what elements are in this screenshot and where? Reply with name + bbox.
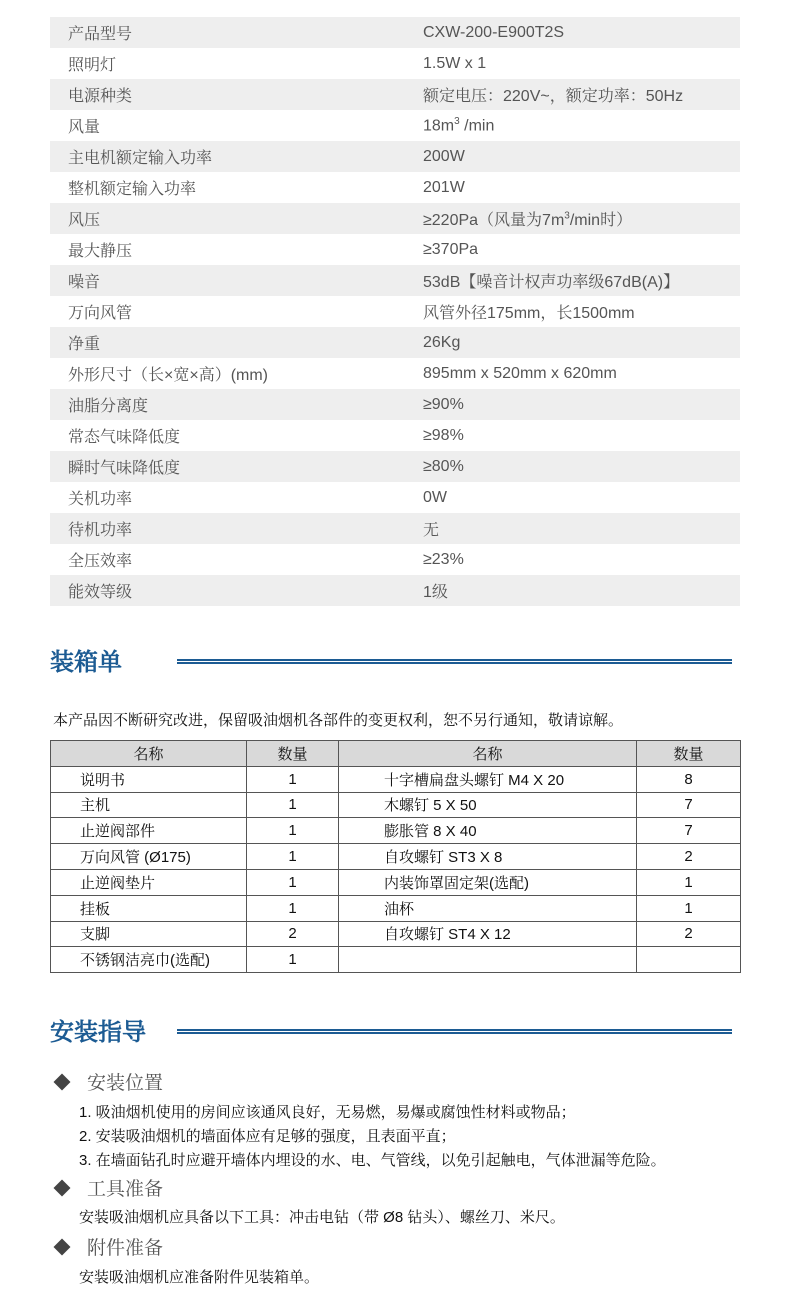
item-name: 止逆阀部件 (51, 818, 247, 844)
install-position-heading (53, 1068, 163, 1095)
spec-value: ≥90% (423, 395, 464, 413)
spec-value: $18m^3$ /min (423, 115, 495, 135)
item-qty: 2 (637, 921, 741, 947)
item-name: 木螺钉 5 X 50 (339, 792, 637, 818)
spec-value: 895mm x 520mm x 620mm (423, 364, 617, 382)
spec-row (50, 296, 740, 327)
install-tools-heading (53, 1174, 163, 1201)
item-qty: 1 (637, 869, 741, 895)
item-name: 内装饰罩固定架(选配) (339, 869, 637, 895)
spec-value: ≥370Pa (423, 240, 479, 258)
diamond-bullet-icon (54, 1073, 71, 1090)
spec-key: 照明灯 (68, 57, 117, 74)
item-name: 自攻螺钉 ST4 X 12 (339, 921, 637, 947)
list-item: 1. 吸油烟机使用的房间应该通风良好，无易燃，易爆或腐蚀性材料或物品； (79, 1104, 576, 1121)
spec-row (50, 48, 740, 79)
install-parts-title: 附件准备 (87, 1238, 164, 1259)
item-qty: 7 (637, 818, 741, 844)
spec-row (50, 79, 740, 110)
item-name: 主机 (51, 792, 247, 818)
spec-value: 201W (423, 178, 465, 196)
spec-row (50, 265, 740, 296)
item-qty (637, 947, 741, 973)
table-row (51, 947, 741, 973)
diamond-bullet-icon (54, 1238, 71, 1255)
spec-value: 26Kg (423, 333, 461, 351)
spec-row (50, 389, 740, 420)
spec-value: 1级 (423, 584, 448, 601)
spec-key: 万向风管 (68, 305, 133, 322)
spec-key: 全压效率 (68, 553, 133, 570)
spec-key: 能效等级 (68, 584, 133, 601)
item-name: 万向风管 (Ø175) (51, 844, 247, 870)
spec-row (50, 172, 740, 203)
spec-row (50, 544, 740, 575)
spec-key: 油脂分离度 (68, 398, 149, 415)
item-qty: 2 (637, 844, 741, 870)
install-parts-heading (53, 1233, 163, 1260)
spec-value: CXW-200-E900T2S (423, 23, 565, 41)
item-name: 油杯 (339, 895, 637, 921)
spec-key: 关机功率 (68, 491, 133, 508)
item-qty: 1 (247, 844, 339, 870)
spec-value: 无 (423, 522, 440, 539)
item-name: 止逆阀垫片 (51, 869, 247, 895)
spec-value: ≥220Pa（风量为$7m^3/\min$时） (423, 210, 633, 229)
spec-row (50, 141, 740, 172)
spec-row (50, 513, 740, 544)
spec-row (50, 358, 740, 389)
install-tools-title: 工具准备 (87, 1179, 164, 1200)
install-position-title: 安装位置 (87, 1073, 164, 1094)
header-name: 名称 (339, 741, 637, 767)
spec-row (50, 575, 740, 606)
spec-value: 200W (423, 147, 465, 165)
table-row (51, 869, 741, 895)
item-name (339, 947, 637, 973)
install-title-rule (177, 1029, 732, 1034)
table-row (51, 792, 741, 818)
spec-row (50, 451, 740, 482)
spec-key: 风量 (68, 119, 101, 136)
header-name: 名称 (51, 741, 247, 767)
item-qty: 1 (247, 869, 339, 895)
spec-key: 主电机额定输入功率 (68, 150, 213, 167)
item-name: 膨胀管 8 X 40 (339, 818, 637, 844)
table-row (51, 895, 741, 921)
spec-value: 风管外径175mm，长1500mm (423, 305, 635, 322)
spec-value: 0W (423, 488, 447, 506)
packing-table (50, 740, 741, 973)
item-name: 不锈钢洁亮巾(选配) (51, 947, 247, 973)
header-qty: 数量 (637, 741, 741, 767)
spec-key: 瞬时气味降低度 (68, 460, 181, 477)
item-qty: 1 (247, 766, 339, 792)
item-name: 挂板 (51, 895, 247, 921)
spec-key: 净重 (68, 336, 101, 353)
spec-table (50, 17, 740, 606)
item-name: 支脚 (51, 921, 247, 947)
tools-text: 安装吸油烟机应具备以下工具：冲击电钻（带 Ø8 钻头）、螺丝刀、米尺。 (79, 1209, 565, 1226)
item-qty: 8 (637, 766, 741, 792)
spec-row (50, 327, 740, 358)
spec-key: 产品型号 (68, 26, 133, 43)
item-name: 说明书 (51, 766, 247, 792)
item-qty: 1 (247, 792, 339, 818)
spec-row (50, 420, 740, 451)
spec-row (50, 17, 740, 48)
spec-key: 整机额定输入功率 (68, 181, 197, 198)
spec-key: 外形尺寸（长×宽×高）(mm) (68, 367, 269, 384)
spec-row (50, 482, 740, 513)
spec-key: 电源种类 (68, 88, 133, 105)
list-item: 3. 在墙面钻孔时应避开墙体内埋设的水、电、气管线，以免引起触电，气体泄漏等危险。 (79, 1152, 666, 1169)
spec-key: 最大静压 (68, 243, 133, 260)
spec-value: 53dB【噪音计权声功率级67dB(A)】 (423, 274, 680, 291)
item-qty: 1 (247, 895, 339, 921)
packing-title-rule (177, 659, 732, 664)
spec-key: 风压 (68, 212, 101, 229)
install-title: 安装指导 (50, 1019, 146, 1046)
spec-value: ≥80% (423, 457, 464, 475)
spec-row (50, 203, 740, 234)
item-qty: 7 (637, 792, 741, 818)
item-qty: 1 (637, 895, 741, 921)
spec-value: 1.5W x 1 (423, 54, 487, 72)
install-section-header (50, 1013, 740, 1053)
parts-text: 安装吸油烟机应准备附件见装箱单。 (79, 1269, 320, 1286)
spec-value: 额定电压：220V~，额定功率：50Hz (423, 88, 684, 105)
spec-value: ≥98% (423, 426, 464, 444)
spec-row (50, 110, 740, 141)
table-row (51, 844, 741, 870)
packing-section-header (50, 643, 740, 683)
packing-title: 装箱单 (50, 649, 122, 676)
packing-notice: 本产品因不断研究改进，保留吸油烟机各部件的变更权利，恕不另行通知，敬请谅解。 (53, 712, 624, 729)
item-qty: 2 (247, 921, 339, 947)
diamond-bullet-icon (54, 1179, 71, 1196)
item-name: 十字槽扁盘头螺钉 M4 X 20 (339, 766, 637, 792)
table-row (51, 766, 741, 792)
item-qty: 1 (247, 818, 339, 844)
spec-key: 噪音 (68, 274, 101, 291)
item-qty: 1 (247, 947, 339, 973)
header-qty: 数量 (247, 741, 339, 767)
spec-row (50, 234, 740, 265)
list-item: 2. 安装吸油烟机的墙面体应有足够的强度，且表面平直； (79, 1128, 456, 1145)
packing-header-row (51, 741, 741, 767)
table-row (51, 818, 741, 844)
table-row (51, 921, 741, 947)
item-name: 自攻螺钉 ST3 X 8 (339, 844, 637, 870)
spec-key: 待机功率 (68, 522, 133, 539)
spec-value: ≥23% (423, 550, 464, 568)
spec-key: 常态气味降低度 (68, 429, 181, 446)
